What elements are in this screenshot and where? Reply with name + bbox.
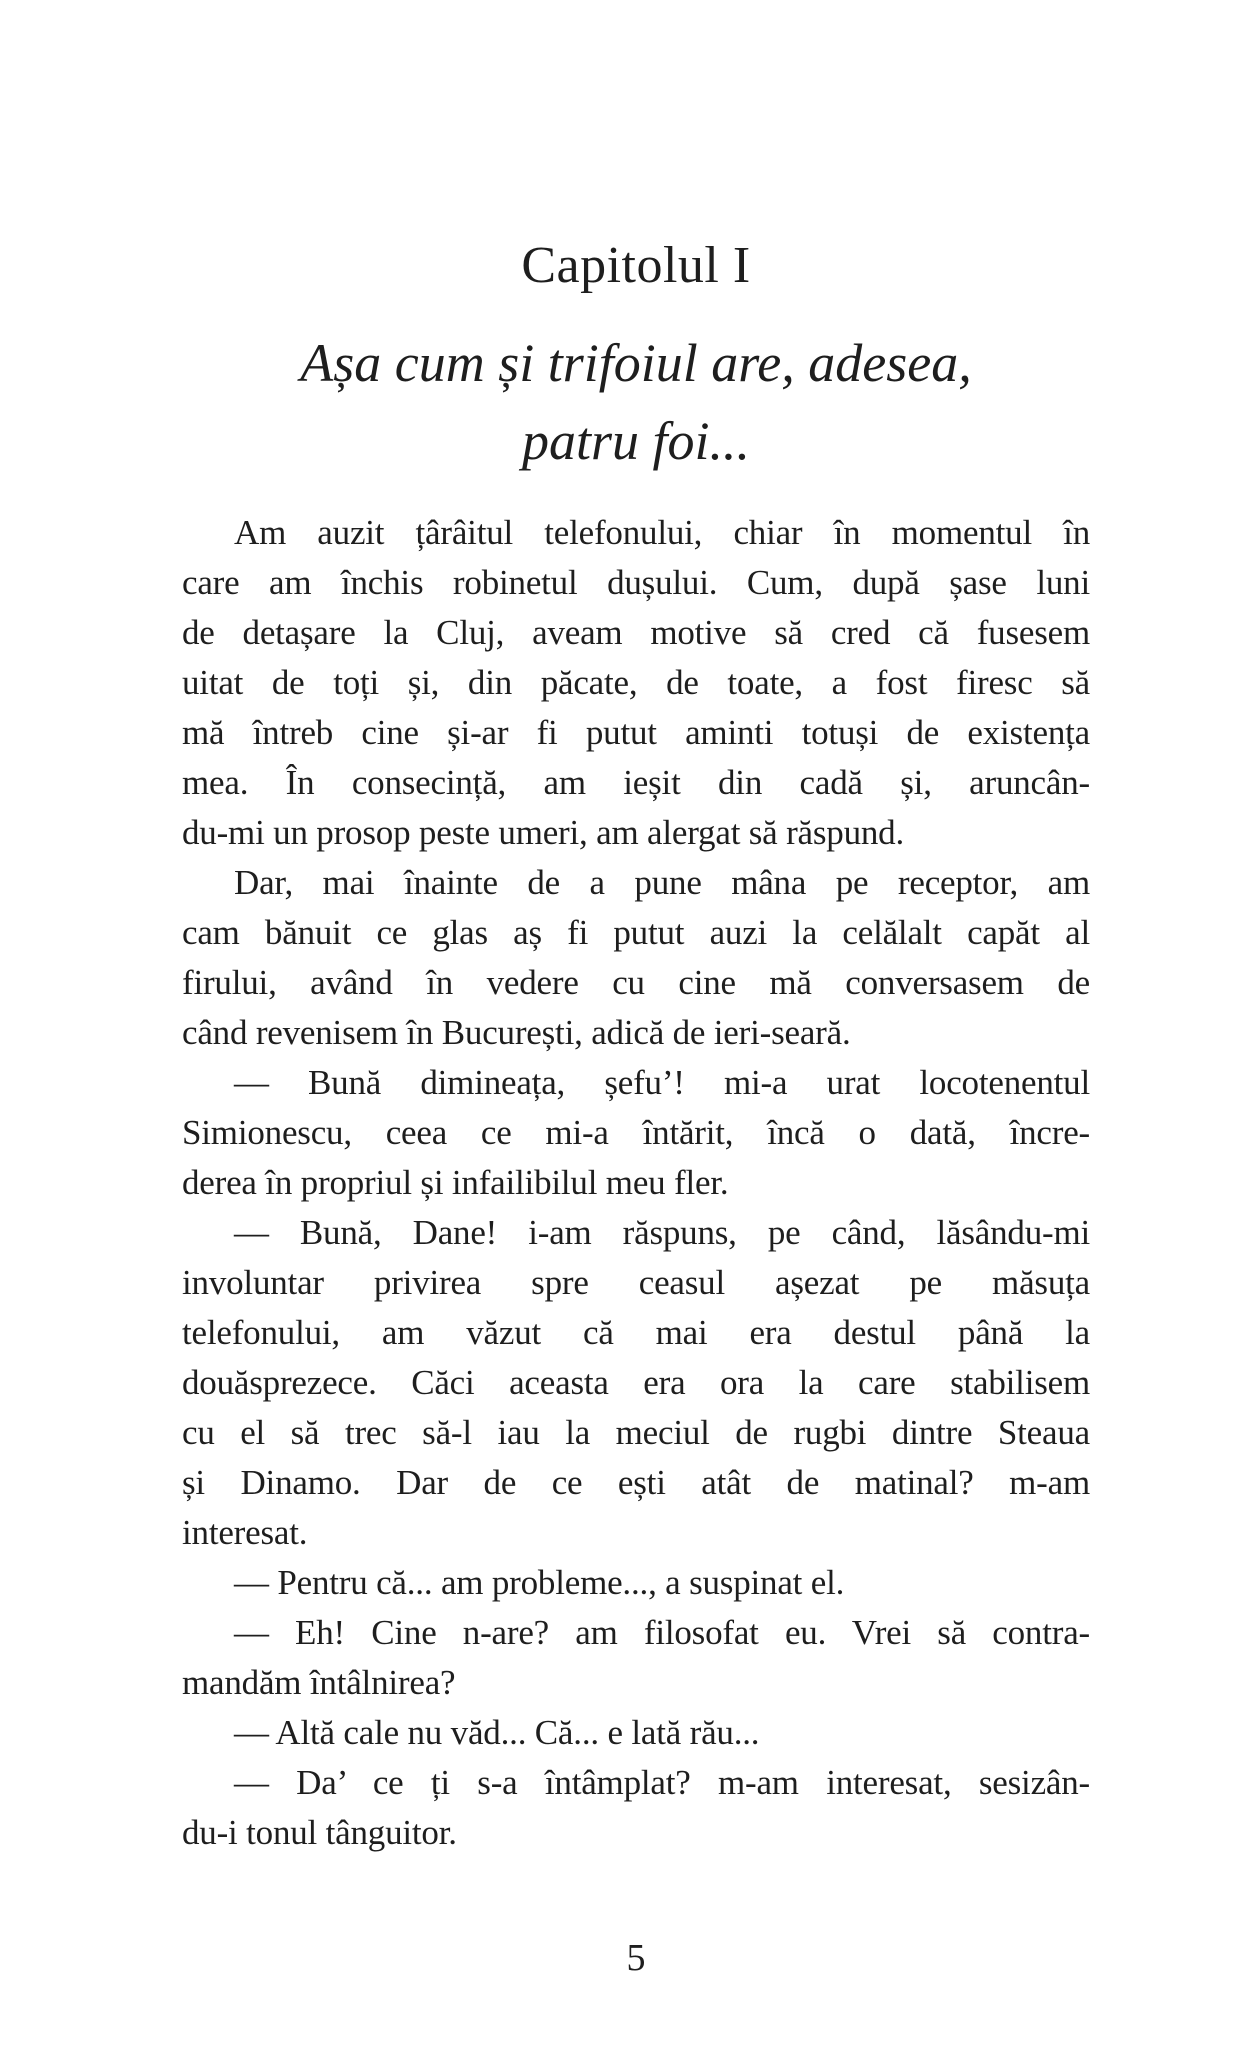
- paragraph: [182, 1208, 1090, 1558]
- text-line: Simionescu, ceea ce mi-a întărit, încă o dată, încre-: [182, 1113, 1090, 1152]
- text-line: douăsprezece. Căci aceasta era ora la care stabilisem: [182, 1363, 1090, 1402]
- text-line: mă întreb cine și-ar fi putut aminti totuși de existența: [182, 713, 1090, 752]
- text-line: mea. În consecință, am ieșit din cadă și, aruncân-: [182, 763, 1090, 802]
- paragraph: [182, 1558, 1090, 1608]
- text-line: uitat de toți și, din păcate, de toate, a fost firesc să: [182, 663, 1090, 702]
- page-number: 5: [626, 1937, 646, 1979]
- text-line: telefonului, am văzut că mai era destul până la: [182, 1313, 1090, 1352]
- text-line: cam bănuit ce glas aș fi putut auzi la celălalt capăt al: [182, 913, 1090, 952]
- text-line: firului, având în vedere cu cine mă conversasem de: [182, 963, 1090, 1002]
- paragraph: [182, 1708, 1090, 1758]
- text-line: mandăm întâlnirea?: [182, 1663, 456, 1702]
- paragraph: [182, 1058, 1090, 1208]
- paragraph: [182, 1758, 1090, 1858]
- text-line: — Bună, Dane! i-am răspuns, pe când, lăsându-mi: [234, 1213, 1090, 1252]
- text-line: — Pentru că... am probleme..., a suspinat el.: [234, 1563, 845, 1602]
- body-text: [182, 508, 1090, 1858]
- text-line: derea în propriul și infailibilul meu fler.: [182, 1163, 729, 1202]
- text-line: cu el să trec să-l iau la meciul de rugbi dintre Steaua: [182, 1413, 1090, 1452]
- chapter-subtitle: [140, 324, 1132, 480]
- paragraph: [182, 1608, 1090, 1708]
- subtitle-line-1: Așa cum și trifoiul are, adesea,: [300, 333, 972, 393]
- text-line: Am auzit țârâitul telefonului, chiar în momentul în: [234, 513, 1090, 552]
- text-line: — Eh! Cine n-are? am filosofat eu. Vrei să contra-: [234, 1613, 1090, 1652]
- text-line: — Altă cale nu văd... Că... e lată rău...: [234, 1713, 760, 1752]
- text-line: de detașare la Cluj, aveam motive să cred că fusesem: [182, 613, 1090, 652]
- text-line: du-i tonul tânguitor.: [182, 1813, 457, 1852]
- text-line: involuntar privirea spre ceasul așezat pe măsuța: [182, 1263, 1090, 1302]
- text-line: — Bună dimineața, șefu’! mi-a urat locotenentul: [234, 1063, 1090, 1102]
- subtitle-line-2: patru foi...: [521, 411, 751, 471]
- text-line: care am închis robinetul dușului. Cum, după șase luni: [182, 563, 1090, 602]
- text-line: interesat.: [182, 1513, 308, 1552]
- paragraph: [182, 858, 1090, 1058]
- chapter-title: Capitolul I: [521, 237, 751, 294]
- paragraph: [182, 508, 1090, 858]
- text-line: Dar, mai înainte de a pune mâna pe receptor, am: [234, 863, 1090, 902]
- text-line: — Da’ ce ți s-a întâmplat? m-am interesat, sesizân-: [234, 1763, 1090, 1802]
- text-line: și Dinamo. Dar de ce ești atât de matinal? m-am: [182, 1463, 1090, 1502]
- text-line: du-mi un prosop peste umeri, am alergat să răspund.: [182, 813, 905, 852]
- text-line: când revenisem în București, adică de ieri-seară.: [182, 1013, 851, 1052]
